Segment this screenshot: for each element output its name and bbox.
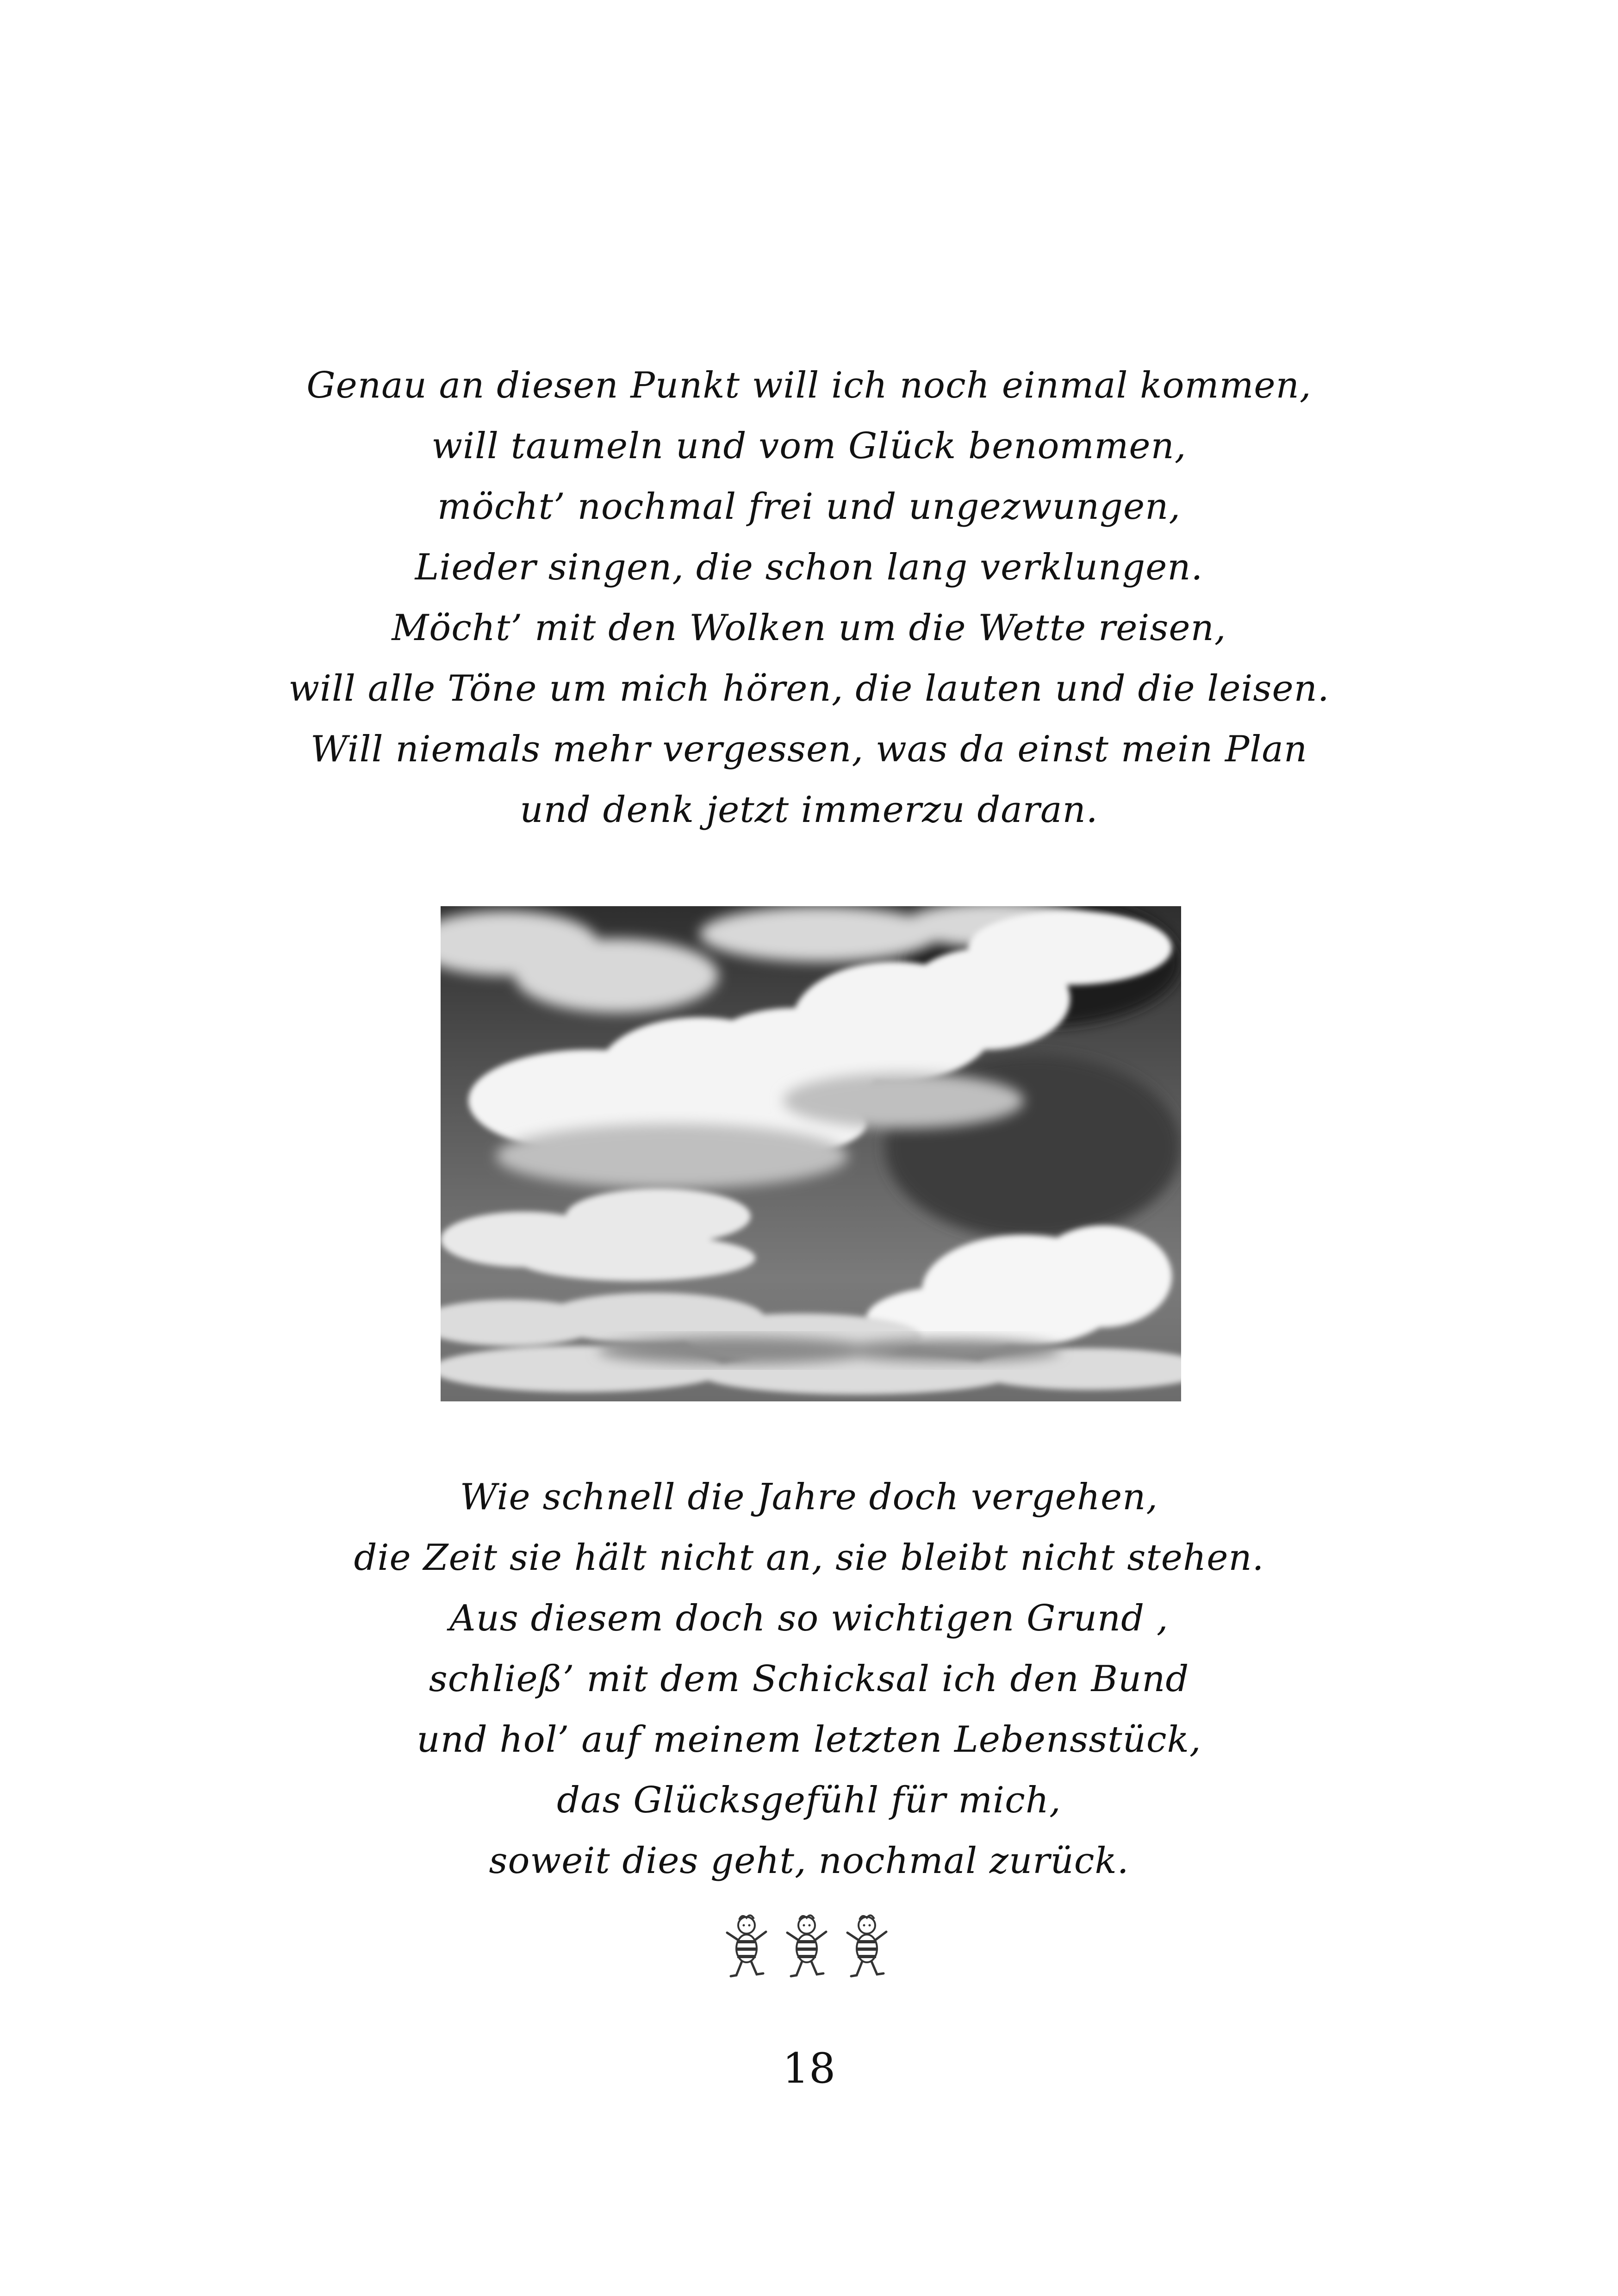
poem-line: will taumeln und vom Glück benommen, — [431, 425, 1187, 467]
poem-line: Möcht’ mit den Wolken um die Wette reisen, — [392, 607, 1226, 649]
poem-line: die Zeit sie hält nicht an, sie bleibt nicht stehen. — [354, 1537, 1264, 1579]
clouds-photo — [441, 906, 1181, 1401]
poem-line: schließ’ mit dem Schicksal ich den Bund — [429, 1658, 1189, 1700]
poem-line: und denk jetzt immerzu daran. — [520, 789, 1098, 831]
poem-line: Wie schnell die Jahre doch vergehen, — [460, 1476, 1158, 1518]
poem-line: will alle Töne um mich hören, die lauten und die leisen. — [288, 668, 1330, 709]
poem-line: möcht’ nochmal frei und ungezwungen, — [437, 486, 1181, 528]
poem-line: Aus diesem doch so wichtigen Grund , — [449, 1598, 1169, 1639]
poem-stanza-1 — [0, 355, 1618, 840]
poem-line: das Glücksgefühl für mich, — [557, 1780, 1061, 1821]
dancing-figures-ornament — [719, 1911, 899, 1985]
poem-line: soweit dies geht, nochmal zurück. — [489, 1840, 1129, 1882]
poem-stanza-2 — [0, 1467, 1618, 1892]
poem-line: Genau an diesen Punkt will ich noch einmal kommen, — [306, 365, 1312, 406]
dancing-figure-icon — [727, 1915, 766, 1976]
page-number: 18 — [782, 2044, 836, 2093]
poem-line: und hol’ auf meinem letzten Lebensstück, — [417, 1719, 1201, 1761]
poem-line: Will niemals mehr vergessen, was da einst mein Plan — [310, 728, 1308, 770]
poem-line: Lieder singen, die schon lang verklungen. — [415, 547, 1203, 588]
